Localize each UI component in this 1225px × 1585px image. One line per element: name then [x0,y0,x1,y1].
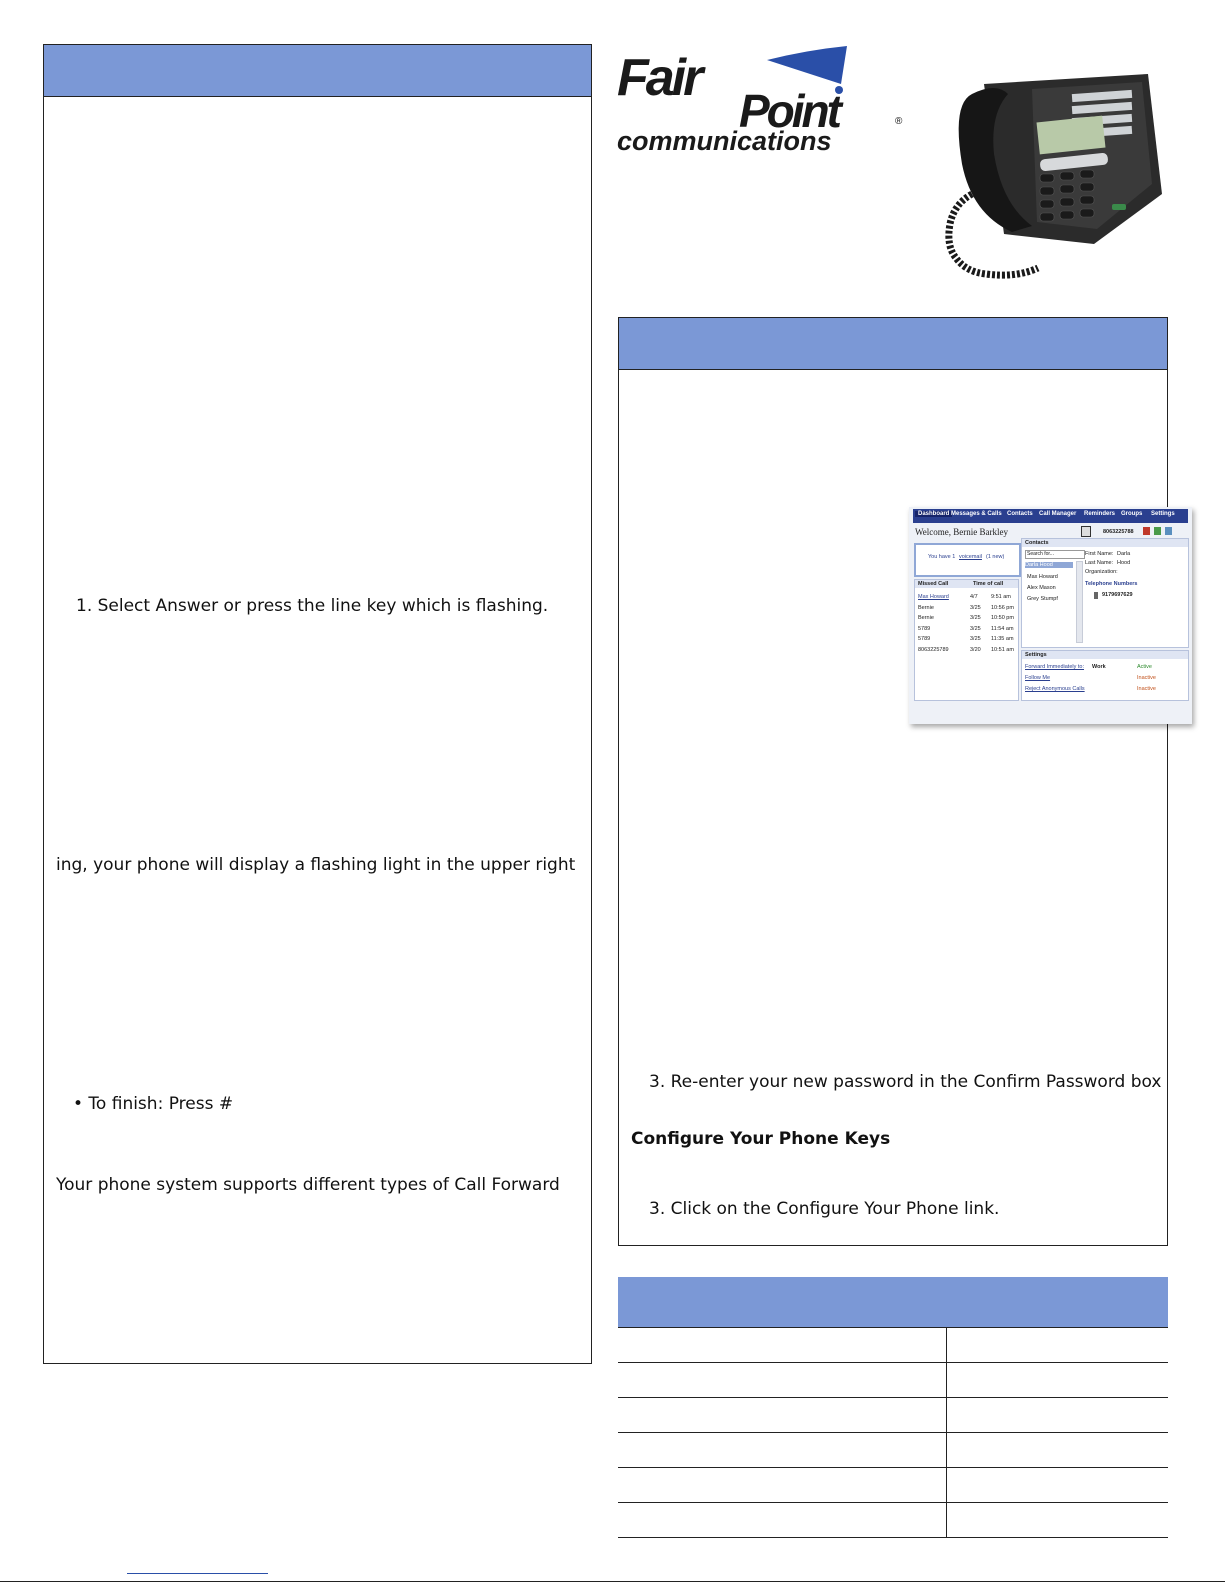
organization-label: Organization: [1085,569,1118,575]
footer-link-underline[interactable] [127,1573,268,1574]
voicemail-prefix: You have 1 [928,554,956,560]
contact-item[interactable]: Darla Hood [1025,562,1073,568]
table-row-divider [618,1537,1168,1538]
first-name-label: First Name: [1085,551,1114,557]
configure-phone-keys-heading: Configure Your Phone Keys [631,1129,891,1149]
tab-call-manager[interactable]: Call Manager [1039,511,1077,517]
contacts-panel [1021,538,1189,648]
left-panel [43,44,592,1364]
contact-telephone: 9179697629 [1102,592,1133,598]
contact-item[interactable]: Grey Stumpf [1027,596,1058,602]
missed-name[interactable]: Max Howard [918,594,949,600]
missed-date: 3/25 [970,626,981,632]
setting-value: Work [1092,664,1106,670]
table-row-divider [618,1467,1168,1468]
tab-groups[interactable]: Groups [1121,511,1143,517]
call-forward-intro: Your phone system supports different types of Call Forward [56,1175,560,1195]
logo-registered: ® [895,116,903,127]
missed-time: 10:50 pm [991,615,1014,621]
tab-settings[interactable]: Settings [1151,511,1175,517]
search-placeholder: Search for... [1027,551,1054,557]
contact-item[interactable]: Alex Mason [1027,585,1056,591]
table-row-divider [618,1397,1168,1398]
setting-label[interactable]: Reject Anonymous Calls [1025,686,1085,692]
table-column-divider [946,1327,947,1538]
missed-call-col: Missed Call [918,581,949,587]
tab-dashboard[interactable]: Dashboard [915,511,952,517]
configure-phone-step: 3. Click on the Configure Your Phone link. [649,1199,1000,1219]
right-panel [618,317,1168,1246]
tab-contacts[interactable]: Contacts [1007,511,1033,517]
missed-date: 4/7 [970,594,978,600]
setting-status: Inactive [1137,675,1156,681]
missed-time: 10:56 pm [991,605,1014,611]
bottom-table [618,1277,1168,1539]
right-panel-header [619,318,1167,370]
tab-messages-calls[interactable]: Messages & Calls [951,511,1002,517]
footer-rule [0,1581,1225,1582]
table-row-divider [618,1432,1168,1433]
missed-name: Bernie [918,615,934,621]
portal-screenshot [909,507,1192,724]
contact-card-icon[interactable] [1081,526,1091,537]
portal-nav [913,509,1188,523]
left-panel-header [44,45,591,97]
filter-icon[interactable] [1165,527,1172,535]
contacts-scrollbar[interactable] [1076,561,1083,643]
welcome-text: Welcome, Bernie Barkley [915,527,1008,537]
logo-point-text: Point [739,85,839,137]
missed-time: 11:54 am [991,626,1014,632]
missed-time: 11:35 am [991,636,1014,642]
missed-name: 8063225789 [918,647,949,653]
logo-communications-text: communications [617,126,832,156]
missed-time: 10:51 am [991,647,1014,653]
missed-date: 3/25 [970,615,981,621]
contact-search-input[interactable] [1025,550,1085,559]
ip-phone-image [912,44,1174,292]
finish-step: • To finish: Press # [73,1094,234,1114]
portal-phone-number: 8063225788 [1103,529,1134,535]
phone-icon [1094,592,1098,599]
contacts-title: Contacts [1025,540,1049,546]
answer-instruction: 1. Select Answer or press the line key which is flashing. [76,596,549,616]
voicemail-notice-box [914,543,1021,577]
missed-name: 5789 [918,626,931,632]
missed-date: 3/20 [970,647,981,653]
table-row-divider [618,1502,1168,1503]
setting-status: Inactive [1137,686,1156,692]
missed-name: 5789 [918,636,931,642]
first-name-value: Darla [1117,551,1131,557]
settings-title: Settings [1025,652,1047,658]
voicemail-suffix: (1 new) [986,554,1005,560]
missed-date: 3/25 [970,605,981,611]
missed-calls-panel [914,579,1019,701]
setting-label[interactable]: Follow Me [1025,675,1051,681]
logo-fair-text: Fair [617,49,701,107]
time-of-call-col: Time of call [973,581,1004,587]
contact-item[interactable]: Max Howard [1027,574,1058,580]
bottom-table-header [618,1277,1168,1328]
last-name-value: Hood [1117,560,1131,566]
mute-icon[interactable] [1143,527,1150,535]
table-row-divider [618,1362,1168,1363]
missed-name: Bernie [918,605,934,611]
last-name-label: Last Name: [1085,560,1114,566]
missed-date: 3/25 [970,636,981,642]
voicemail-indicator-text: ing, your phone will display a flashing light in the upper right [56,855,576,875]
settings-header [1022,651,1188,659]
setting-status: Active [1137,664,1152,670]
confirm-password-step: 3. Re-enter your new password in the Confirm Password box [649,1072,1162,1092]
missed-time: 9:51 am [991,594,1011,600]
setting-label[interactable]: Forward Immediately to: [1025,664,1084,670]
voicemail-link[interactable]: voicemail [959,554,982,560]
settings-panel [1021,650,1189,701]
tab-reminders[interactable]: Reminders [1084,511,1116,517]
status-icon[interactable] [1154,527,1161,535]
telephone-numbers-header: Telephone Numbers [1085,581,1138,587]
fairpoint-logo [617,44,907,154]
